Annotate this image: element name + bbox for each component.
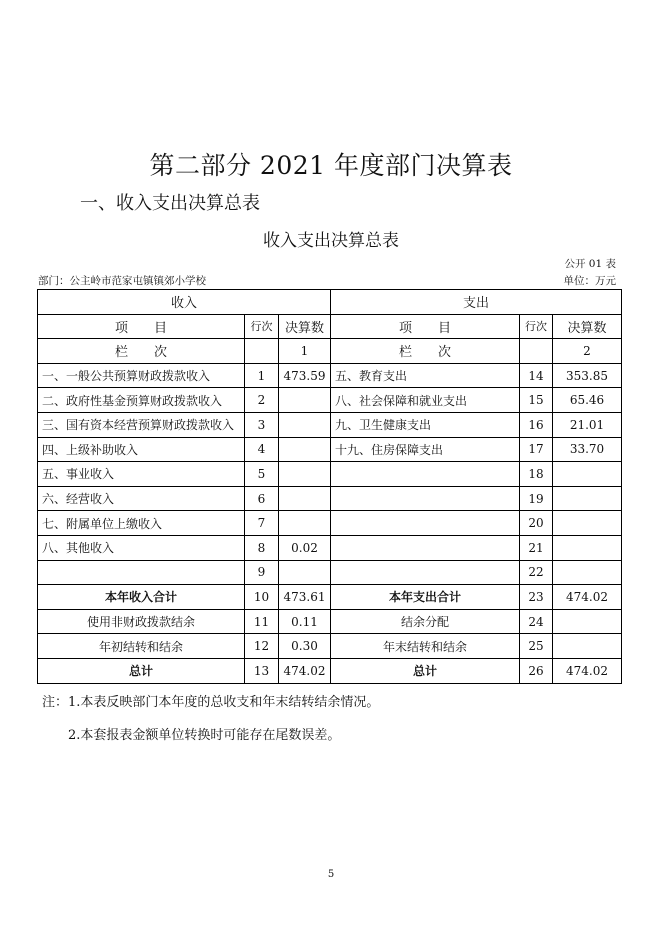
income-summary-item-cell: 使用非财政拨款结余 [38,609,245,634]
income-expense-summary-table [37,289,622,684]
expense-row-cell: 20 [520,511,553,536]
section-title: 一、收入支出决算总表 [80,193,260,214]
income-row-cell: 4 [245,437,279,462]
expense-item-cell: 五、教育支出 [331,363,520,388]
income-summary-amount-cell: 0.30 [279,634,331,659]
table-row [38,462,622,487]
expense-item-cell: 八、社会保障和就业支出 [331,388,520,413]
expense-item-column-header: 项 目 [331,314,520,339]
expense-summary-row-cell: 26 [520,658,553,683]
expense-item-cell: 十九、住房保障支出 [331,437,520,462]
expense-summary-amount-cell [553,634,622,659]
expense-item-cell [331,535,520,560]
expense-item-cell [331,560,520,585]
expense-amount-column-header: 决算数 [553,314,622,339]
income-amount-cell [279,437,331,462]
table-row [38,535,622,560]
page-number: 5 [327,869,335,880]
income-amount-cell [279,412,331,437]
income-amount-cell: 0.02 [279,535,331,560]
expense-item-cell [331,462,520,487]
expense-item-cell [331,511,520,536]
expense-row-cell: 22 [520,560,553,585]
income-summary-row-cell: 13 [245,658,279,683]
table-row [38,560,622,585]
expense-row-cell: 21 [520,535,553,560]
expense-amount-cell: 65.46 [553,388,622,413]
income-amount-cell [279,388,331,413]
expense-summary-row-cell: 24 [520,609,553,634]
expense-item-cell [331,486,520,511]
expense-column-index: 2 [553,339,622,364]
expense-header: 支出 [331,290,622,315]
income-summary-amount-cell: 474.02 [279,658,331,683]
income-amount-column-header: 决算数 [279,314,331,339]
income-summary-item-cell: 总计 [38,658,245,683]
expense-row-cell: 14 [520,363,553,388]
summary-row [38,609,622,634]
expense-amount-cell: 21.01 [553,412,622,437]
expense-amount-cell [553,462,622,487]
income-row-cell: 2 [245,388,279,413]
table-row [38,388,622,413]
income-row-cell: 3 [245,412,279,437]
expense-amount-cell: 353.85 [553,363,622,388]
expense-row-cell: 18 [520,462,553,487]
expense-column-index-empty [520,339,553,364]
table-title: 收入支出决算总表 [263,231,399,251]
department-label: 部门：公主岭市范家屯镇镇郊小学校 [38,275,206,287]
income-row-cell: 6 [245,486,279,511]
expense-column-index-label: 栏 次 [331,339,520,364]
income-item-cell: 二、政府性基金预算财政拨款收入 [38,388,245,413]
expense-summary-row-cell: 23 [520,585,553,610]
income-row-cell: 5 [245,462,279,487]
income-item-cell: 五、事业收入 [38,462,245,487]
expense-summary-item-cell: 年末结转和结余 [331,634,520,659]
table-row [38,437,622,462]
income-amount-cell [279,511,331,536]
expense-amount-cell: 33.70 [553,437,622,462]
income-summary-row-cell: 11 [245,609,279,634]
expense-row-cell: 17 [520,437,553,462]
expense-summary-amount-cell: 474.02 [553,658,622,683]
income-item-cell: 七、附属单位上缴收入 [38,511,245,536]
section-header-row [38,290,622,315]
income-summary-item-cell: 年初结转和结余 [38,634,245,659]
column-index-row [38,339,622,364]
income-summary-amount-cell: 0.11 [279,609,331,634]
income-item-cell: 八、其他收入 [38,535,245,560]
expense-item-cell: 九、卫生健康支出 [331,412,520,437]
expense-amount-cell [553,560,622,585]
income-column-index-label: 栏 次 [38,339,245,364]
income-summary-row-cell: 12 [245,634,279,659]
expense-row-cell: 15 [520,388,553,413]
income-row-cell: 1 [245,363,279,388]
note-2: 2.本套报表金额单位转换时可能存在尾数误差。 [68,728,341,743]
expense-summary-amount-cell [553,609,622,634]
expense-summary-amount-cell: 474.02 [553,585,622,610]
expense-amount-cell [553,486,622,511]
income-item-cell [38,560,245,585]
income-header: 收入 [38,290,331,315]
income-amount-cell [279,560,331,585]
income-amount-cell [279,462,331,487]
table-row [38,486,622,511]
income-row-cell: 9 [245,560,279,585]
income-item-column-header: 项 目 [38,314,245,339]
expense-row-cell: 16 [520,412,553,437]
expense-row-cell: 19 [520,486,553,511]
unit-label: 单位：万元 [563,275,616,287]
income-item-cell: 四、上级补助收入 [38,437,245,462]
income-summary-item-cell: 本年收入合计 [38,585,245,610]
income-amount-cell [279,486,331,511]
column-header-row [38,314,622,339]
summary-row [38,634,622,659]
income-summary-amount-cell: 473.61 [279,585,331,610]
table-row [38,412,622,437]
summary-row [38,585,622,610]
expense-summary-row-cell: 25 [520,634,553,659]
expense-summary-item-cell: 本年支出合计 [331,585,520,610]
income-column-index-empty [245,339,279,364]
expense-summary-item-cell: 结余分配 [331,609,520,634]
expense-row-column-header: 行次 [520,314,553,339]
income-item-cell: 六、经营收入 [38,486,245,511]
income-row-cell: 8 [245,535,279,560]
summary-row [38,658,622,683]
income-summary-row-cell: 10 [245,585,279,610]
table-row [38,511,622,536]
income-amount-cell: 473.59 [279,363,331,388]
note-1: 注：1.本表反映部门本年度的总收支和年末结转结余情况。 [42,695,380,710]
expense-amount-cell [553,511,622,536]
income-row-cell: 7 [245,511,279,536]
income-row-column-header: 行次 [245,314,279,339]
income-item-cell: 一、一般公共预算财政拨款收入 [38,363,245,388]
income-column-index: 1 [279,339,331,364]
income-item-cell: 三、国有资本经营预算财政拨款收入 [38,412,245,437]
table-code: 公开 01 表 [564,258,616,270]
expense-amount-cell [553,535,622,560]
expense-summary-item-cell: 总计 [331,658,520,683]
table-row [38,363,622,388]
page-title: 第二部分 2021 年度部门决算表 [149,151,513,180]
